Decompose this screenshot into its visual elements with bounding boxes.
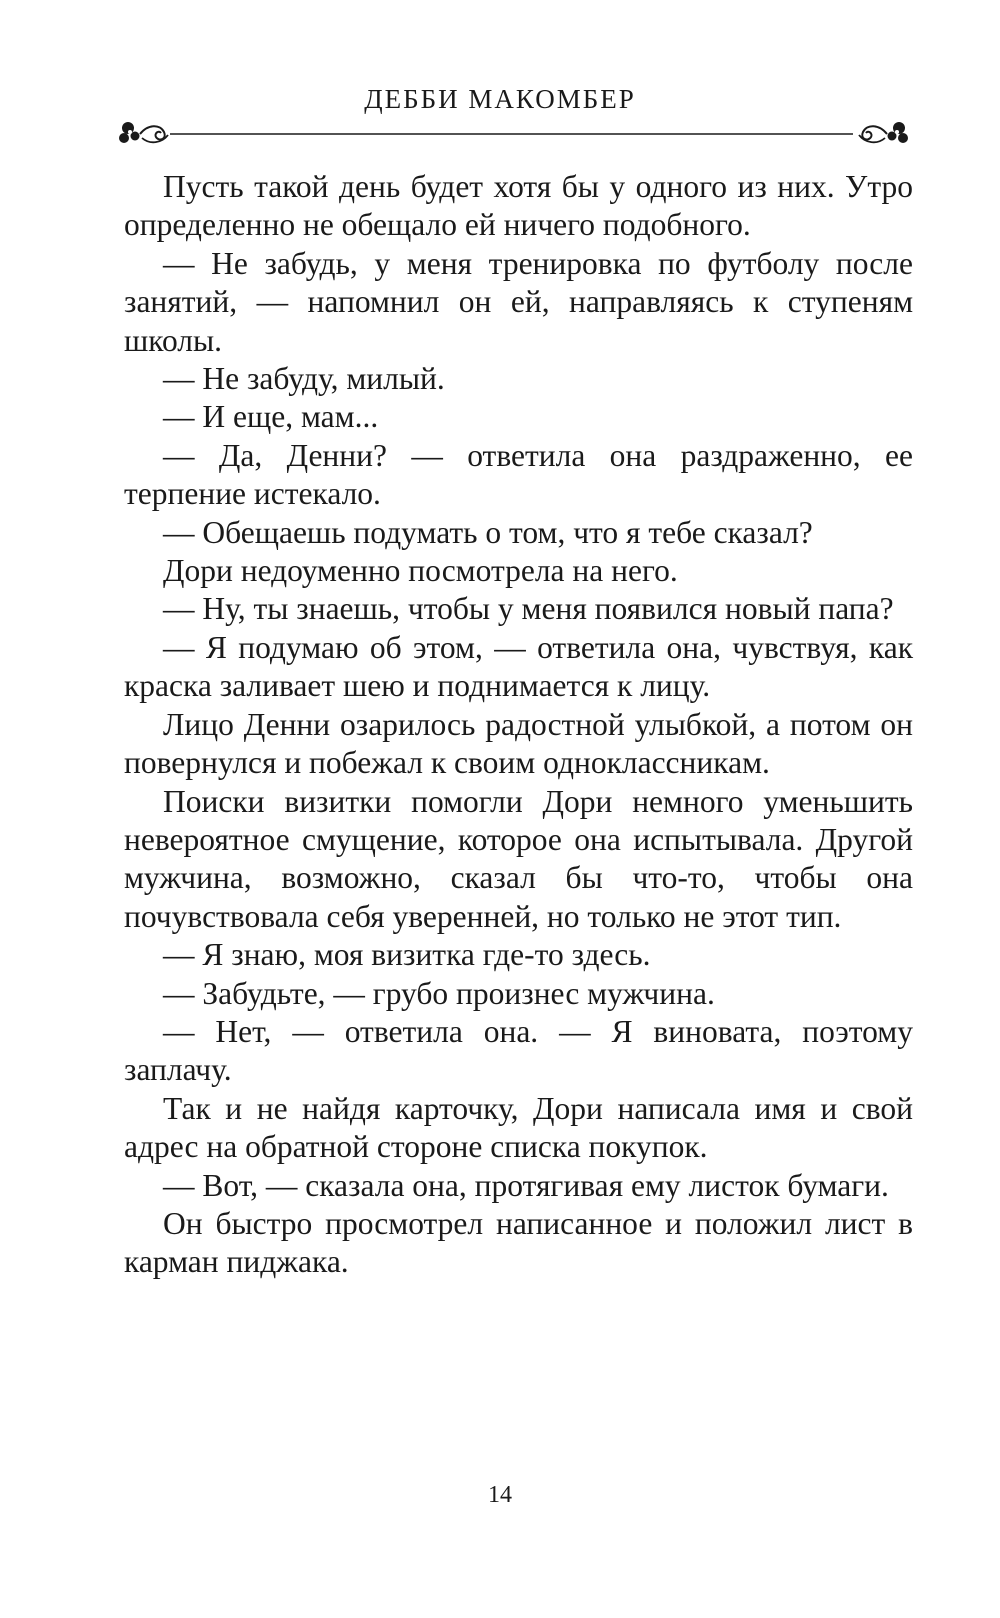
- paragraph: — Ну, ты знаешь, чтобы у меня появился новый папа?: [163, 591, 894, 627]
- paragraph: Пусть такой день будет хотя бы у одного из них. Утро определенно не обещало ей ничего подобного.: [124, 169, 913, 243]
- paragraph: — Не забуду, милый.: [163, 361, 445, 397]
- paragraph: Он быстро просмотрел написанное и положил лист в карман пиджака.: [124, 1205, 913, 1280]
- paragraph: — Я знаю, моя визитка где-то здесь.: [163, 937, 651, 973]
- paragraph: — Вот, — сказала она, протягивая ему листок бумаги.: [163, 1167, 889, 1203]
- paragraph: Так и не найдя карточку, Дори написала имя и свой адрес на обратной стороне списка покупок.: [124, 1090, 913, 1165]
- paragraph: Дори недоуменно посмотрела на него.: [163, 553, 678, 589]
- fleuron-icon: [119, 122, 168, 143]
- paragraph: — И еще, мам...: [163, 399, 379, 435]
- paragraph: — Не забудь, у меня тренировка по футболу после занятий, — напомнил он ей, направляясь к ступеням школы.: [124, 245, 913, 358]
- paragraph: — Обещаешь подумать о том, что я тебе сказал?: [163, 514, 813, 550]
- paragraph: — Нет, — ответила она. — Я виновата, поэтому заплачу.: [124, 1013, 913, 1088]
- paragraph: — Я подумаю об этом, — ответила она, чувствуя, как краска заливает шею и поднимается к лицу.: [124, 629, 913, 704]
- body-text: [124, 168, 913, 1282]
- running-title: ДЕББИ МАКОМБЕР: [364, 84, 636, 114]
- paragraph: — Забудьте, — грубо произнес мужчина.: [163, 975, 715, 1011]
- paragraph: Поиски визитки помогли Дори немного уменьшить невероятное смущение, которое она испытывала. Другой мужчина, возможно, сказал бы что-то, чтобы она почувствовала себя уверенней, но только не этот тип.: [124, 783, 913, 934]
- page-number: 14: [488, 1482, 512, 1508]
- fleuron-icon: [859, 122, 908, 143]
- header-rule-ornament: [116, 112, 911, 152]
- paragraph: Лицо Денни озарилось радостной улыбкой, а потом он повернулся и побежал к своим одноклассникам.: [124, 706, 913, 781]
- paragraph: — Да, Денни? — ответила она раздраженно, ее терпение истекало.: [124, 437, 913, 512]
